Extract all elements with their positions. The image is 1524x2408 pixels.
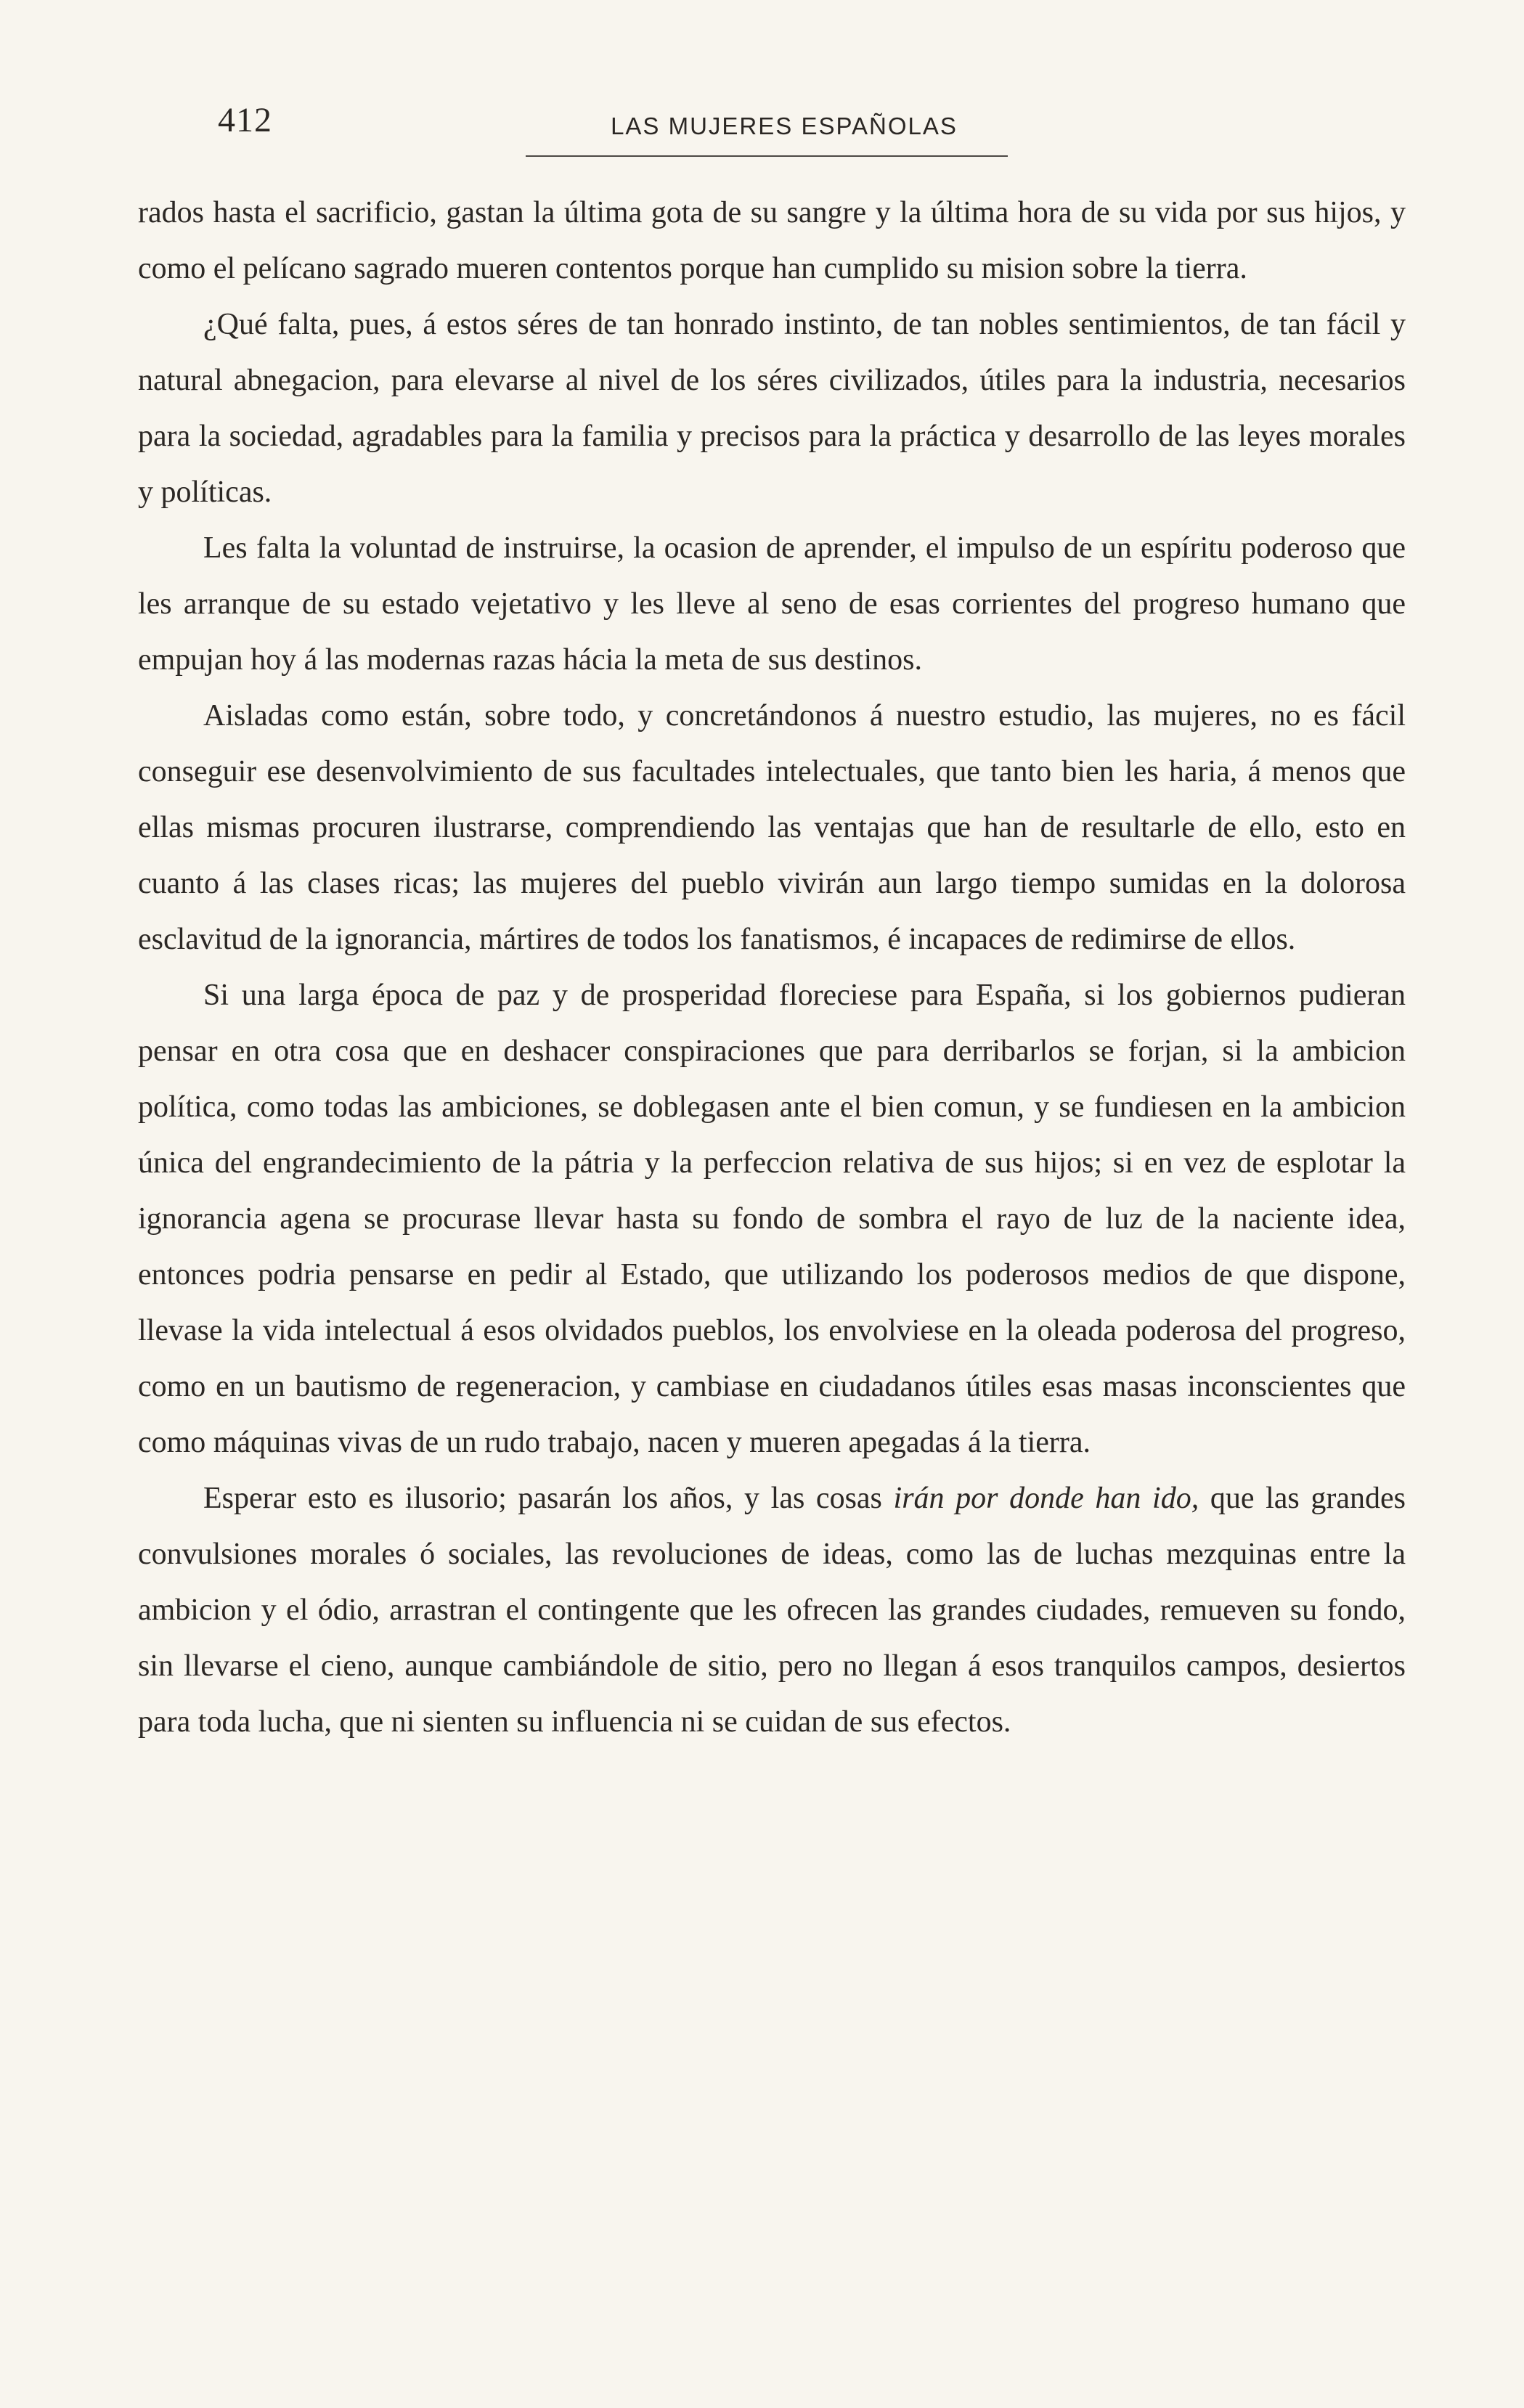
page-header [0,0,1524,189]
italic-phrase: irán por donde han ido, [893,1482,1199,1515]
illusion-text-start: Esperar esto es ilusorio; pasarán los años, y las cosas [203,1482,894,1515]
page-number: 412 [218,101,272,139]
paragraph-question: ¿Qué falta, pues, á estos séres de tan honrado instinto, de tan nobles sentimientos, de tan fácil y natural abnegacion, para elevarse al nivel de los séres civilizados, útiles para la industria, necesarios para la sociedad, agradables para la familia y precisos para la práctica y desarrollo de las leyes morales y políticas. [138,308,1406,509]
illusion-text-end: que las grandes convulsiones morales ó sociales, las revoluciones de ideas, como las de luchas mezquinas entre la ambicion y el ódio, arrastran el contingente que les ofrecen las grandes ciudades, remueven su fondo, sin llevarse el cieno, aunque cambiándole de sitio, pero no llegan á esos tranquilos campos, desiertos para toda lucha, que ni sienten su influencia ni se cuidan de sus efectos. [138,1482,1406,1739]
body-text [138,185,1406,2348]
paragraph-isolation: Aisladas como están, sobre todo, y concretándonos á nuestro estudio, las mujeres, no es fácil conseguir ese desenvolvimiento de sus facultades intelectuales, que tanto bien les haria, á menos que ellas mismas procuren ilustrarse, comprendiendo las ventajas que han de resultarle de ello, esto en cuanto á las clases ricas; las mujeres del pueblo vivirán aun largo tiempo sumidas en la dolorosa esclavitud de la ignorancia, mártires de todos los fanatismos, é incapaces de redimirse de ellos. [138,699,1406,956]
running-title: LAS MUJERES ESPAÑOLAS [611,113,958,139]
paragraph-illusion [138,1471,1406,1750]
paragraph-continuation: rados hasta el sacrificio, gastan la última gota de su sangre y la última hora de su vida por sus hijos, y como el pelícano sagrado mueren contentos porque han cumplido su mision sobre la tierra. [138,196,1406,285]
header-divider [526,155,1008,157]
paragraph-prosperity: Si una larga época de paz y de prosperidad floreciese para España, si los gobiernos pudieran pensar en otra cosa que en deshacer conspiraciones que para derribarlos se forjan, si la ambicion política, como todas las ambiciones, se doblegasen ante el bien comun, y se fundiesen en la ambicion única del engrandecimiento de la pátria y la perfeccion relativa de sus hijos; si en vez de esplotar la ignorancia agena se procurase llevar hasta su fondo de sombra el rayo de luz de la naciente idea, entonces podria pensarse en pedir al Estado, que utilizando los poderosos medios de que dispone, llevase la vida intelectual á esos olvidados pueblos, los envolviese en la oleada poderosa del progreso, como en un bautismo de regeneracion, y cambiase en ciudadanos útiles esas masas inconscientes que como máquinas vivas de un rudo trabajo, nacen y mueren apegadas á la tierra. [138,979,1406,1459]
paragraph-lack: Les falta la voluntad de instruirse, la ocasion de aprender, el impulso de un espíritu poderoso que les arranque de su estado vejetativo y les lleve al seno de esas corrientes del progreso humano que empujan hoy á las modernas razas hácia la meta de sus destinos. [138,531,1406,677]
